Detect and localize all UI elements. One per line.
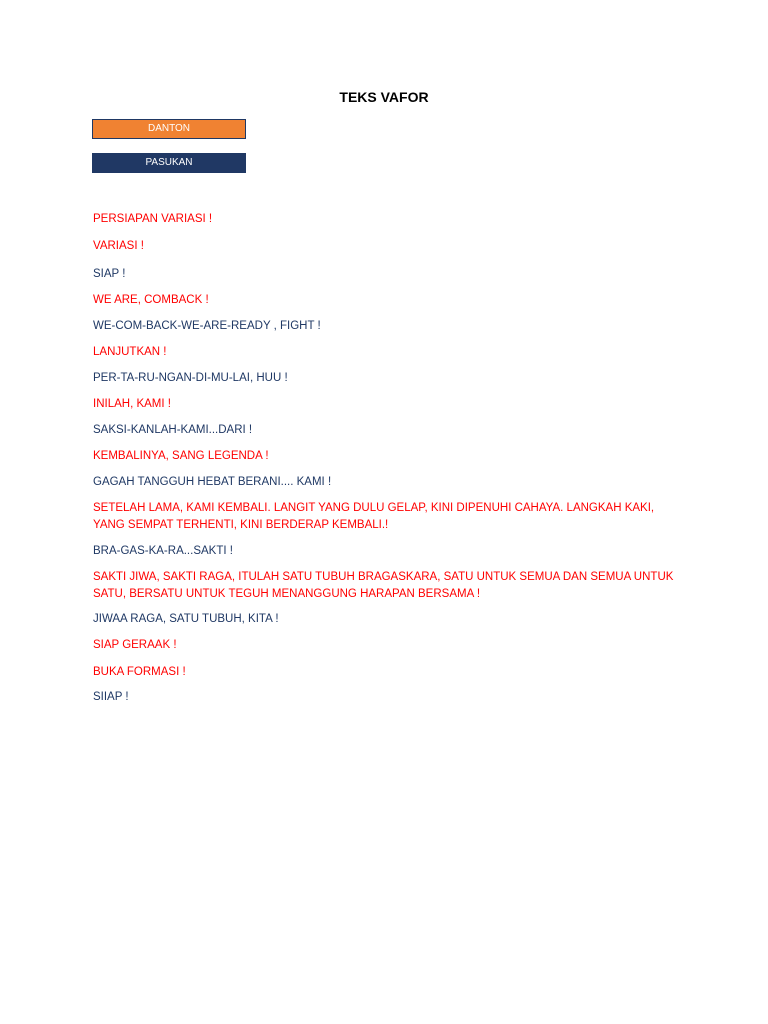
script-line: WE-COM-BACK-WE-ARE-READY , FIGHT !: [93, 320, 321, 332]
script-line: GAGAH TANGGUH HEBAT BERANI.... KAMI !: [93, 476, 332, 488]
script-line: SAKTI JIWA, SAKTI RAGA, ITULAH SATU TUBUH BRAGASKARA, SATU UNTUK SEMUA DAN SEMUA UNTUK SATU, BERSATU UNTUK TEGUH MENANGGUNG HARAPAN BERSAMA !: [93, 571, 674, 600]
script-line: PER-TA-RU-NGAN-DI-MU-LAI, HUU !: [93, 372, 288, 384]
script-line: BRA-GAS-KA-RA...SAKTI !: [93, 545, 233, 557]
script-line: SIIAP !: [93, 691, 129, 703]
script-line: VARIASI !: [93, 240, 144, 252]
script-line: BUKA FORMASI !: [93, 666, 186, 678]
script-line: SIAP !: [93, 268, 126, 280]
script-line: SETELAH LAMA, KAMI KEMBALI. LANGIT YANG DULU GELAP, KINI DIPENUHI CAHAYA. LANGKAH KAKI, YANG SEMPAT TERHENTI, KINI BERDERAP KEMBALI.!: [93, 502, 655, 531]
script-line: LANJUTKAN !: [93, 346, 167, 358]
script-line: JIWAA RAGA, SATU TUBUH, KITA !: [93, 613, 279, 625]
script-line: WE ARE, COMBACK !: [93, 294, 209, 306]
legend-pasukan: PASUKAN: [92, 153, 246, 173]
script-line: INILAH, KAMI !: [93, 398, 171, 410]
script-line: KEMBALINYA, SANG LEGENDA !: [93, 450, 269, 462]
legend-danton: DANTON: [92, 119, 246, 139]
document-title: TEKS VAFOR: [339, 89, 429, 105]
script-line: PERSIAPAN VARIASI !: [93, 213, 213, 225]
script-line: SIAP GERAAK !: [93, 639, 177, 651]
script-line: SAKSI-KANLAH-KAMI...DARI !: [93, 424, 253, 436]
